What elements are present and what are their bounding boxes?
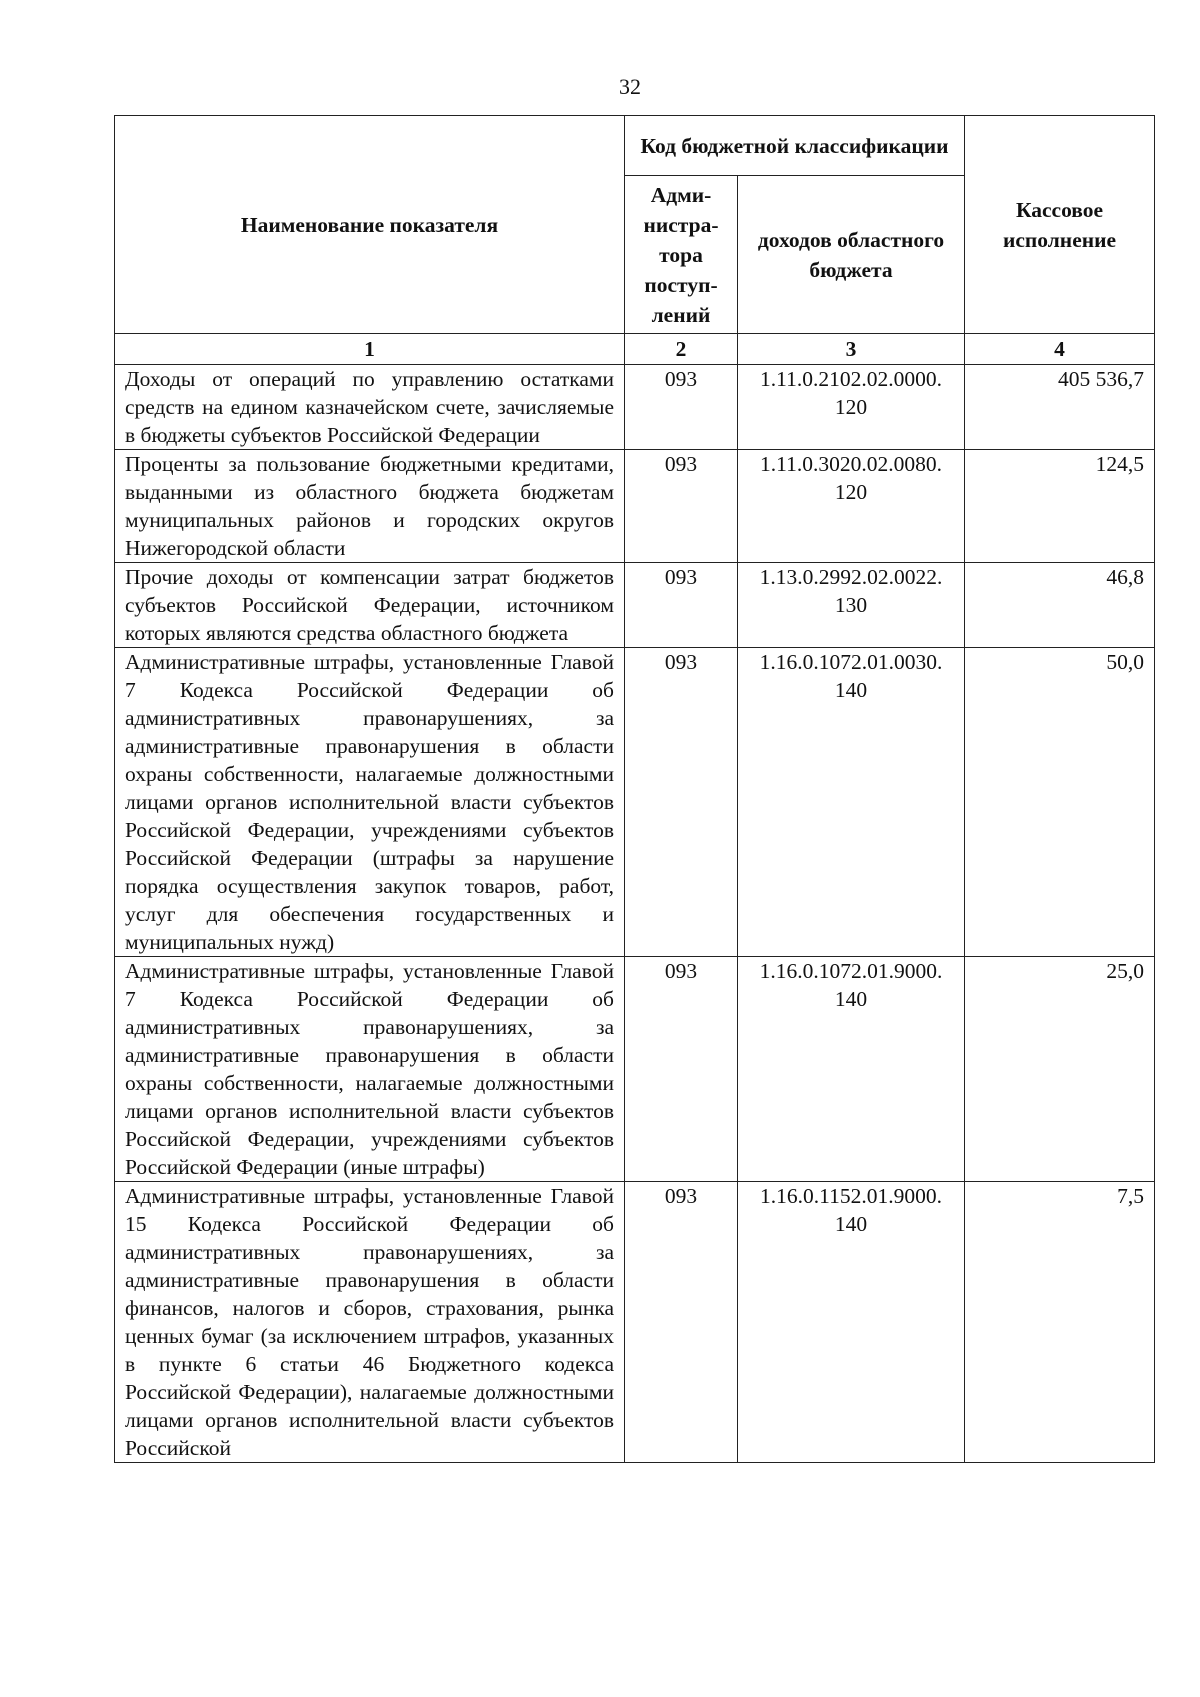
column-number-row [115, 334, 1155, 365]
income-code: 1.16.0.1072.01.0030. 140 [738, 648, 965, 957]
header-execution: Кассовое исполнение [965, 116, 1155, 334]
execution-amount: 50,0 [965, 648, 1155, 957]
table-row [115, 365, 1155, 450]
income-code: 1.11.0.2102.02.0000. 120 [738, 365, 965, 450]
execution-amount: 7,5 [965, 1182, 1155, 1463]
column-number: 1 [115, 334, 625, 365]
page-number: 32 [619, 74, 641, 99]
execution-amount: 46,8 [965, 563, 1155, 648]
budget-table [114, 115, 1155, 1463]
indicator-name: Прочие доходы от компенсации затрат бюджетов субъектов Российской Федерации, источником которых являются средства областного бюджета [115, 563, 625, 648]
table-row [115, 563, 1155, 648]
header-code-group: Код бюджетной классификации [625, 116, 965, 176]
table-row [115, 648, 1155, 957]
income-code: 1.16.0.1152.01.9000. 140 [738, 1182, 965, 1463]
header-name: Наименование показателя [115, 116, 625, 334]
admin-code: 093 [625, 1182, 738, 1463]
income-code: 1.11.0.3020.02.0080. 120 [738, 450, 965, 563]
indicator-name: Административные штрафы, установленные Главой 7 Кодекса Российской Федерации об административных правонарушениях, за административные правонарушения в области охраны собственности, налагаемые должностными лицами органов исполнительной власти субъектов Российской Федерации, учреждениями субъектов Российской Федерации (иные штрафы) [115, 957, 625, 1182]
header-admin: Адми-нистра-тора поступ-лений [625, 176, 738, 334]
indicator-name: Административные штрафы, установленные Главой 15 Кодекса Российской Федерации об административных правонарушениях, за административные правонарушения в области финансов, налогов и сборов, страхования, рынка ценных бумаг (за исключением штрафов, указанных в пункте 6 статьи 46 Бюджетного кодекса Российской Федерации), налагаемые должностными лицами органов исполнительной власти субъектов Российской [115, 1182, 625, 1463]
indicator-name: Доходы от операций по управлению остатками средств на едином казначейском счете, зачисляемые в бюджеты субъектов Российской Федерации [115, 365, 625, 450]
header-income-code: доходов областного бюджета [738, 176, 965, 334]
admin-code: 093 [625, 365, 738, 450]
table-row [115, 450, 1155, 563]
column-number: 4 [965, 334, 1155, 365]
income-code: 1.13.0.2992.02.0022. 130 [738, 563, 965, 648]
column-number: 2 [625, 334, 738, 365]
execution-amount: 25,0 [965, 957, 1155, 1182]
admin-code: 093 [625, 563, 738, 648]
admin-code: 093 [625, 648, 738, 957]
table-row [115, 1182, 1155, 1463]
execution-amount: 405 536,7 [965, 365, 1155, 450]
admin-code: 093 [625, 450, 738, 563]
income-code: 1.16.0.1072.01.9000. 140 [738, 957, 965, 1182]
table-row [115, 957, 1155, 1182]
column-number: 3 [738, 334, 965, 365]
indicator-name: Проценты за пользование бюджетными кредитами, выданными из областного бюджета бюджетам муниципальных районов и городских округов Нижегородской области [115, 450, 625, 563]
indicator-name: Административные штрафы, установленные Главой 7 Кодекса Российской Федерации об административных правонарушениях, за административные правонарушения в области охраны собственности, налагаемые должностными лицами органов исполнительной власти субъектов Российской Федерации, учреждениями субъектов Российской Федерации (штрафы за нарушение порядка осуществления закупок товаров, работ, услуг для обеспечения государственных и муниципальных нужд) [115, 648, 625, 957]
admin-code: 093 [625, 957, 738, 1182]
execution-amount: 124,5 [965, 450, 1155, 563]
